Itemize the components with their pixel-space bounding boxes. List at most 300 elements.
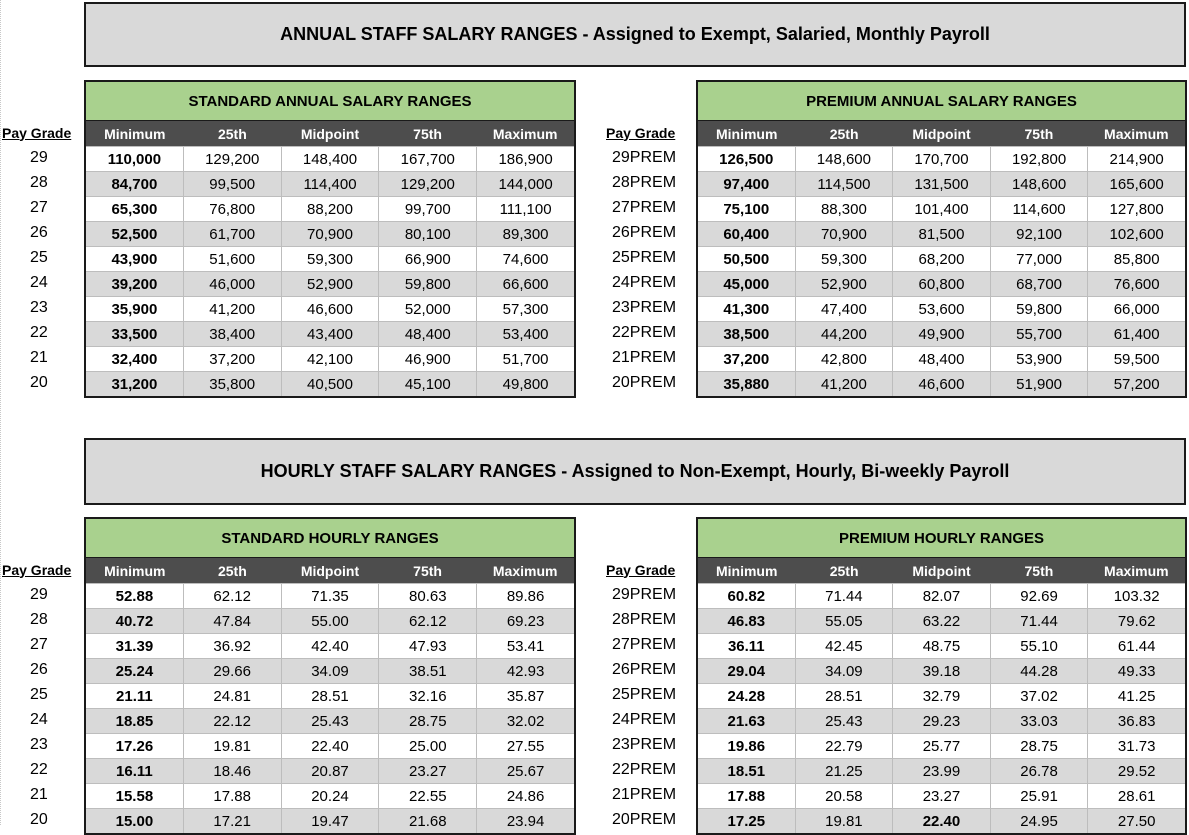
table-title: PREMIUM ANNUAL SALARY RANGES — [698, 82, 1185, 121]
table-cell: 32.02 — [476, 709, 574, 733]
table-cell: 32.16 — [378, 684, 476, 708]
column-header: Maximum — [492, 125, 558, 142]
table-cell: 52,900 — [795, 272, 893, 296]
table-cell: 48,400 — [378, 322, 476, 346]
table-cell: 60.82 — [727, 587, 766, 605]
table-title: STANDARD ANNUAL SALARY RANGES — [86, 82, 574, 121]
pay-grade-label: 28PREM — [612, 174, 677, 191]
pay-grade-label: 21 — [30, 786, 48, 803]
pay-grade-label: 25 — [30, 686, 48, 703]
table-cell: 62.12 — [183, 584, 281, 608]
table-cell: 44.28 — [990, 659, 1088, 683]
table-cell: 92.69 — [990, 584, 1088, 608]
pay-grade-label: 24 — [30, 274, 48, 291]
table-cell: 51,600 — [183, 247, 281, 271]
table-cell: 148,600 — [990, 172, 1088, 196]
table-cell: 47.84 — [183, 609, 281, 633]
table-cell: 22.79 — [795, 734, 893, 758]
table-cell: 38,400 — [183, 322, 281, 346]
table-row — [86, 583, 574, 608]
table-cell: 89.86 — [476, 584, 574, 608]
table-cell: 37.02 — [990, 684, 1088, 708]
annual-salary-banner: ANNUAL STAFF SALARY RANGES - Assigned to Exempt, Salaried, Monthly Payroll — [84, 2, 1186, 67]
column-header-row — [698, 558, 1185, 583]
table-cell: 41,200 — [795, 372, 893, 396]
table-cell: 49,900 — [892, 322, 990, 346]
table-row — [698, 271, 1185, 296]
table-cell: 27.55 — [476, 734, 574, 758]
table-cell: 99,500 — [183, 172, 281, 196]
table-cell: 20.24 — [281, 784, 379, 808]
table-cell: 127,800 — [1087, 197, 1185, 221]
table-cell: 53,600 — [892, 297, 990, 321]
table-row — [86, 221, 574, 246]
table-cell: 66,600 — [476, 272, 574, 296]
column-header-row — [86, 121, 574, 146]
table-cell: 59,300 — [795, 247, 893, 271]
pay-grade-label: 21PREM — [612, 786, 677, 803]
table-cell: 25.00 — [378, 734, 476, 758]
table-cell: 29.23 — [892, 709, 990, 733]
table-cell: 53.41 — [476, 634, 574, 658]
pay-grade-label: 26PREM — [612, 661, 677, 678]
table-cell: 41.25 — [1087, 684, 1185, 708]
column-header: Minimum — [104, 562, 166, 579]
table-cell: 89,300 — [476, 222, 574, 246]
annual-premium-grade-column — [598, 120, 678, 395]
table-cell: 92,100 — [990, 222, 1088, 246]
table-cell: 25.43 — [795, 709, 893, 733]
table-cell: 29.52 — [1087, 759, 1185, 783]
table-row — [698, 146, 1185, 171]
table-cell: 71.44 — [795, 584, 893, 608]
table-cell: 21.11 — [116, 687, 153, 705]
table-cell: 19.81 — [183, 734, 281, 758]
table-cell: 47,400 — [795, 297, 893, 321]
column-header: Midpoint — [912, 125, 971, 142]
table-cell: 35,800 — [183, 372, 281, 396]
table-cell: 34.09 — [281, 659, 379, 683]
column-header: Minimum — [715, 125, 778, 142]
table-cell: 35,880 — [723, 375, 770, 393]
table-row — [698, 583, 1185, 608]
table-cell: 76,800 — [183, 197, 281, 221]
table-cell: 69.23 — [476, 609, 574, 633]
table-cell: 38,500 — [723, 325, 770, 343]
table-cell: 17.88 — [727, 787, 766, 805]
table-cell: 19.47 — [281, 809, 379, 833]
table-cell: 148,400 — [281, 147, 379, 171]
pay-grade-label: 28 — [30, 174, 48, 191]
column-header-row — [698, 121, 1185, 146]
pay-grade-label: 24PREM — [612, 274, 677, 291]
table-cell: 17.26 — [115, 737, 154, 755]
table-cell: 53,400 — [476, 322, 574, 346]
standard-annual-table — [84, 80, 576, 398]
table-cell: 34.09 — [795, 659, 893, 683]
table-cell: 37,200 — [723, 350, 770, 368]
column-header: Maximum — [1104, 562, 1169, 579]
pay-grade-label: 22 — [30, 761, 48, 778]
column-header: 25th — [829, 562, 859, 579]
hourly-standard-grade-column — [2, 557, 82, 832]
table-cell: 114,600 — [990, 197, 1088, 221]
table-cell: 55.05 — [795, 609, 893, 633]
table-row — [698, 633, 1185, 658]
table-row — [86, 608, 574, 633]
table-cell: 21.25 — [795, 759, 893, 783]
column-header: Maximum — [492, 562, 558, 579]
table-cell: 148,600 — [795, 147, 893, 171]
table-cell: 15.58 — [115, 787, 154, 805]
table-title: STANDARD HOURLY RANGES — [86, 519, 574, 558]
table-cell: 19.81 — [795, 809, 893, 833]
table-cell: 42.45 — [795, 634, 893, 658]
table-cell: 65,300 — [111, 200, 158, 218]
table-cell: 40.72 — [115, 612, 154, 630]
column-header: 75th — [1024, 125, 1054, 142]
table-cell: 144,000 — [476, 172, 574, 196]
pay-grade-label: 22PREM — [612, 324, 677, 341]
table-cell: 22.55 — [378, 784, 476, 808]
table-row — [698, 808, 1185, 833]
table-cell: 46,900 — [378, 347, 476, 371]
pay-grade-label: 27PREM — [612, 636, 677, 653]
table-cell: 17.21 — [183, 809, 281, 833]
table-cell: 126,500 — [719, 150, 774, 168]
table-row — [698, 733, 1185, 758]
table-cell: 39.18 — [892, 659, 990, 683]
pay-grade-label: 20 — [30, 374, 48, 391]
table-cell: 33.03 — [990, 709, 1088, 733]
table-cell: 80.63 — [378, 584, 476, 608]
table-cell: 29.66 — [183, 659, 281, 683]
table-cell: 44,200 — [795, 322, 893, 346]
table-cell: 24.86 — [476, 784, 574, 808]
table-cell: 57,300 — [476, 297, 574, 321]
table-cell: 186,900 — [476, 147, 574, 171]
table-row — [698, 346, 1185, 371]
table-cell: 43,900 — [111, 250, 158, 268]
table-cell: 167,700 — [378, 147, 476, 171]
table-cell: 165,600 — [1087, 172, 1185, 196]
table-cell: 24.81 — [183, 684, 281, 708]
table-cell: 59,800 — [378, 272, 476, 296]
table-cell: 101,400 — [892, 197, 990, 221]
table-cell: 19.86 — [727, 737, 766, 755]
table-row — [86, 271, 574, 296]
pay-grade-label: 21PREM — [612, 349, 677, 366]
table-cell: 35.87 — [476, 684, 574, 708]
table-cell: 170,700 — [892, 147, 990, 171]
table-cell: 60,800 — [892, 272, 990, 296]
table-cell: 51,700 — [476, 347, 574, 371]
table-cell: 76,600 — [1087, 272, 1185, 296]
table-cell: 114,500 — [795, 172, 893, 196]
table-cell: 23.99 — [892, 759, 990, 783]
table-cell: 46,600 — [281, 297, 379, 321]
table-cell: 63.22 — [892, 609, 990, 633]
table-cell: 28.51 — [795, 684, 893, 708]
table-row — [698, 246, 1185, 271]
table-cell: 41,200 — [183, 297, 281, 321]
table-cell: 49,800 — [476, 372, 574, 396]
table-cell: 21.68 — [378, 809, 476, 833]
table-cell: 38.51 — [378, 659, 476, 683]
table-cell: 36.11 — [727, 637, 765, 655]
pay-grade-label: 28 — [30, 611, 48, 628]
pay-grade-label: 23 — [30, 299, 48, 316]
table-cell: 75,100 — [723, 200, 770, 218]
pay-grade-label: 23PREM — [612, 299, 677, 316]
hourly-salary-banner: HOURLY STAFF SALARY RANGES - Assigned to Non-Exempt, Hourly, Bi-weekly Payroll — [84, 438, 1186, 505]
table-cell: 48,400 — [892, 347, 990, 371]
table-row — [86, 733, 574, 758]
table-cell: 18.46 — [183, 759, 281, 783]
table-cell: 46.83 — [727, 612, 766, 630]
table-cell: 131,500 — [892, 172, 990, 196]
column-header: Midpoint — [912, 562, 971, 579]
column-header: Midpoint — [300, 562, 360, 579]
table-cell: 42.40 — [281, 634, 379, 658]
table-cell: 18.51 — [727, 762, 766, 780]
annual-standard-grade-column — [2, 120, 82, 395]
table-cell: 214,900 — [1087, 147, 1185, 171]
table-cell: 79.62 — [1087, 609, 1185, 633]
pay-grade-label: 20 — [30, 811, 48, 828]
table-cell: 42,100 — [281, 347, 379, 371]
premium-annual-table — [696, 80, 1187, 398]
pay-grade-header: Pay Grade — [2, 124, 72, 141]
table-row — [698, 708, 1185, 733]
table-row — [698, 171, 1185, 196]
table-row — [86, 808, 574, 833]
table-cell: 43,400 — [281, 322, 379, 346]
column-header: 75th — [413, 125, 442, 142]
table-cell: 23.27 — [892, 784, 990, 808]
table-cell: 68,700 — [990, 272, 1088, 296]
table-cell: 32.79 — [892, 684, 990, 708]
pay-grade-label: 27 — [30, 199, 48, 216]
table-cell: 45,100 — [378, 372, 476, 396]
table-row — [698, 296, 1185, 321]
column-header: 25th — [829, 125, 859, 142]
table-cell: 48.75 — [892, 634, 990, 658]
table-row — [86, 321, 574, 346]
table-row — [86, 246, 574, 271]
table-cell: 27.50 — [1087, 809, 1185, 833]
table-cell: 24.95 — [990, 809, 1088, 833]
pay-grade-label: 21 — [30, 349, 48, 366]
table-cell: 23.27 — [378, 759, 476, 783]
table-cell: 23.94 — [476, 809, 574, 833]
table-cell: 35,900 — [111, 300, 158, 318]
table-cell: 41,300 — [723, 300, 770, 318]
table-cell: 45,000 — [723, 275, 770, 293]
table-cell: 114,400 — [281, 172, 379, 196]
table-cell: 26.78 — [990, 759, 1088, 783]
table-cell: 16.11 — [116, 762, 153, 780]
table-cell: 28.61 — [1087, 784, 1185, 808]
column-header: 25th — [217, 562, 247, 579]
table-cell: 28.51 — [281, 684, 379, 708]
pay-grade-label: 27PREM — [612, 199, 677, 216]
table-cell: 70,900 — [281, 222, 379, 246]
pay-grade-label: 26 — [30, 224, 48, 241]
table-cell: 25.91 — [990, 784, 1088, 808]
table-row — [698, 683, 1185, 708]
pay-grade-label: 29PREM — [612, 149, 677, 166]
table-cell: 47.93 — [378, 634, 476, 658]
table-cell: 99,700 — [378, 197, 476, 221]
table-cell: 20.58 — [795, 784, 893, 808]
table-cell: 28.75 — [990, 734, 1088, 758]
table-cell: 25.24 — [115, 662, 154, 680]
table-cell: 53,900 — [990, 347, 1088, 371]
premium-hourly-table — [696, 517, 1187, 835]
table-cell: 52,000 — [378, 297, 476, 321]
pay-grade-label: 20PREM — [612, 811, 677, 828]
pay-grade-label: 20PREM — [612, 374, 677, 391]
pay-grade-label: 29 — [30, 149, 48, 166]
table-cell: 55.00 — [281, 609, 379, 633]
table-cell: 88,200 — [281, 197, 379, 221]
pay-grade-label: 23 — [30, 736, 48, 753]
table-cell: 22.40 — [281, 734, 379, 758]
table-cell: 60,400 — [723, 225, 770, 243]
pay-grade-header: Pay Grade — [606, 124, 676, 141]
table-cell: 21.63 — [727, 712, 766, 730]
table-cell: 97,400 — [723, 175, 770, 193]
table-row — [698, 321, 1185, 346]
table-cell: 31.73 — [1087, 734, 1185, 758]
table-cell: 40,500 — [281, 372, 379, 396]
table-cell: 25.77 — [892, 734, 990, 758]
table-cell: 59,300 — [281, 247, 379, 271]
table-cell: 25.43 — [281, 709, 379, 733]
table-cell: 80,100 — [378, 222, 476, 246]
table-cell: 32,400 — [111, 350, 158, 368]
pay-grade-label: 26PREM — [612, 224, 677, 241]
table-cell: 88,300 — [795, 197, 893, 221]
pay-grade-label: 29 — [30, 586, 48, 603]
table-cell: 111,100 — [476, 197, 574, 221]
table-cell: 28.75 — [378, 709, 476, 733]
table-cell: 129,200 — [378, 172, 476, 196]
table-row — [698, 371, 1185, 396]
table-cell: 70,900 — [795, 222, 893, 246]
pay-grade-label: 28PREM — [612, 611, 677, 628]
table-cell: 17.88 — [183, 784, 281, 808]
table-cell: 50,500 — [723, 250, 770, 268]
pay-grade-label: 22 — [30, 324, 48, 341]
table-cell: 59,500 — [1087, 347, 1185, 371]
table-cell: 39,200 — [111, 275, 158, 293]
pay-grade-label: 25PREM — [612, 249, 677, 266]
table-row — [698, 783, 1185, 808]
table-row — [86, 146, 574, 171]
table-cell: 33,500 — [111, 325, 158, 343]
table-row — [86, 171, 574, 196]
column-header: 75th — [1024, 562, 1054, 579]
table-cell: 42.93 — [476, 659, 574, 683]
table-row — [698, 196, 1185, 221]
table-cell: 110,000 — [107, 150, 162, 168]
table-row — [86, 758, 574, 783]
pay-grade-label: 27 — [30, 636, 48, 653]
table-cell: 71.44 — [990, 609, 1088, 633]
table-row — [86, 683, 574, 708]
column-header: Minimum — [715, 562, 778, 579]
table-cell: 46,000 — [183, 272, 281, 296]
table-cell: 24.28 — [727, 687, 766, 705]
table-row — [698, 658, 1185, 683]
pay-grade-label: 24PREM — [612, 711, 677, 728]
table-cell: 129,200 — [183, 147, 281, 171]
table-cell: 192,800 — [990, 147, 1088, 171]
table-cell: 102,600 — [1087, 222, 1185, 246]
table-row — [86, 371, 574, 396]
standard-hourly-table — [84, 517, 576, 835]
table-cell: 84,700 — [111, 175, 158, 193]
table-cell: 61,400 — [1087, 322, 1185, 346]
table-cell: 57,200 — [1087, 372, 1185, 396]
table-cell: 22.12 — [183, 709, 281, 733]
pay-grade-header: Pay Grade — [2, 561, 72, 578]
pay-grade-label: 23PREM — [612, 736, 677, 753]
table-cell: 22.40 — [892, 809, 990, 833]
table-cell: 46,600 — [892, 372, 990, 396]
table-row — [698, 608, 1185, 633]
table-cell: 51,900 — [990, 372, 1088, 396]
table-cell: 20.87 — [281, 759, 379, 783]
table-cell: 31,200 — [111, 375, 158, 393]
table-cell: 36.92 — [183, 634, 281, 658]
table-cell: 55,700 — [990, 322, 1088, 346]
table-cell: 81,500 — [892, 222, 990, 246]
hourly-premium-grade-column — [598, 557, 678, 832]
table-cell: 42,800 — [795, 347, 893, 371]
table-cell: 25.67 — [476, 759, 574, 783]
table-cell: 71.35 — [281, 584, 379, 608]
column-header: Minimum — [104, 125, 166, 142]
table-cell: 37,200 — [183, 347, 281, 371]
pay-grade-label: 22PREM — [612, 761, 677, 778]
table-row — [86, 346, 574, 371]
column-header-row — [86, 558, 574, 583]
table-row — [86, 783, 574, 808]
table-cell: 85,800 — [1087, 247, 1185, 271]
table-cell: 82.07 — [892, 584, 990, 608]
table-cell: 59,800 — [990, 297, 1088, 321]
table-cell: 29.04 — [727, 662, 766, 680]
pay-grade-label: 26 — [30, 661, 48, 678]
pay-grade-label: 29PREM — [612, 586, 677, 603]
table-row — [698, 758, 1185, 783]
pay-grade-header: Pay Grade — [606, 561, 676, 578]
column-header: Maximum — [1104, 125, 1169, 142]
table-cell: 49.33 — [1087, 659, 1185, 683]
table-cell: 55.10 — [990, 634, 1088, 658]
pay-grade-label: 25 — [30, 249, 48, 266]
table-cell: 61,700 — [183, 222, 281, 246]
table-cell: 17.25 — [727, 812, 766, 830]
column-header: 25th — [217, 125, 247, 142]
table-cell: 31.39 — [115, 637, 154, 655]
table-row — [86, 658, 574, 683]
table-cell: 18.85 — [115, 712, 154, 730]
table-row — [86, 633, 574, 658]
